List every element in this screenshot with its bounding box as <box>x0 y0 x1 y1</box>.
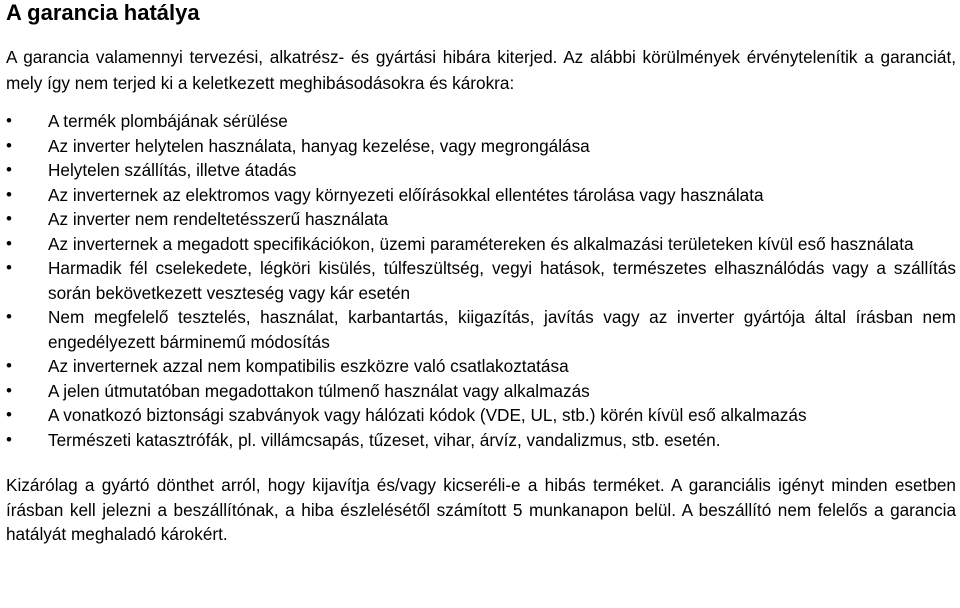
bullet-icon: • <box>6 111 12 130</box>
bullet-icon: • <box>6 307 12 326</box>
list-item-text: Az inverternek az elektromos vagy környezeti előírásokkal ellentétes tárolása vagy használata <box>48 184 764 205</box>
list-item-text: Az inverternek a megadott specifikációkon, üzemi paramétereken és alkalmazási területeken kívül eső használata <box>48 233 914 254</box>
bullet-icon: • <box>6 258 12 277</box>
list-item <box>6 354 956 379</box>
list-item-text: Harmadik fél cselekedete, légköri kisülés, túlfeszültség, vegyi hatások, természetes elhasználódás vagy a szállítás során bekövetkezett veszteség vagy kár esetén <box>48 258 956 303</box>
bullet-icon: • <box>6 356 12 375</box>
list-item <box>6 305 956 354</box>
bullet-icon: • <box>6 429 12 449</box>
exclusion-list <box>6 109 956 452</box>
list-item-text: Helytelen szállítás, illetve átadás <box>48 160 297 180</box>
bullet-icon: • <box>6 184 12 204</box>
list-item <box>6 379 956 404</box>
bullet-icon: • <box>6 135 12 155</box>
list-item <box>6 232 956 257</box>
bullet-icon: • <box>6 233 12 253</box>
list-item <box>6 158 956 183</box>
list-item <box>6 109 956 134</box>
bullet-icon: • <box>6 380 12 400</box>
bullet-icon: • <box>6 209 12 228</box>
bullet-icon: • <box>6 405 12 424</box>
bullet-icon: • <box>6 160 12 179</box>
list-item <box>6 403 956 428</box>
intro-paragraph: A garancia valamennyi tervezési, alkatrész- és gyártási hibára kiterjed. Az alábbi körülmények érvénytelenítik a garanciát, mely így nem terjed ki a keletkezett meghibásodásokra és károkra: <box>6 47 956 93</box>
list-item <box>6 183 956 208</box>
list-item-text: A jelen útmutatóban megadottakon túlmenő használat vagy alkalmazás <box>48 380 590 401</box>
closing-paragraph: Kizárólag a gyártó dönthet arról, hogy kijavítja és/vagy kicseréli-e a hibás terméket. A garanciális igényt minden esetben írásban kell jelezni a beszállítónak, a hiba észlelésétől számított 5 munkanapon belül. A beszállító nem felelős a garancia hatályát meghaladó károkért. <box>6 475 956 545</box>
list-item-text: Nem megfelelő tesztelés, használat, karbantartás, kiigazítás, javítás vagy az inverter gyártója által írásban nem engedélyezett bárminemű módosítás <box>48 307 956 352</box>
list-item-text: Az inverter helytelen használata, hanyag kezelése, vagy megrongálása <box>48 135 590 156</box>
list-item <box>6 134 956 159</box>
section-title: A garancia hatálya <box>6 0 200 25</box>
list-item <box>6 207 956 232</box>
list-item <box>6 256 956 305</box>
list-item-text: A termék plombájának sérülése <box>48 111 288 131</box>
list-item-text: A vonatkozó biztonsági szabványok vagy hálózati kódok (VDE, UL, stb.) körén kívül eső alkalmazás <box>48 405 807 425</box>
list-item-text: Természeti katasztrófák, pl. villámcsapás, tűzeset, vihar, árvíz, vandalizmus, stb. esetén. <box>48 429 721 450</box>
list-item-text: Az inverternek azzal nem kompatibilis eszközre való csatlakoztatása <box>48 356 569 376</box>
document-page <box>6 0 956 547</box>
list-item <box>6 428 956 453</box>
list-item-text: Az inverter nem rendeltetésszerű használata <box>48 209 389 229</box>
